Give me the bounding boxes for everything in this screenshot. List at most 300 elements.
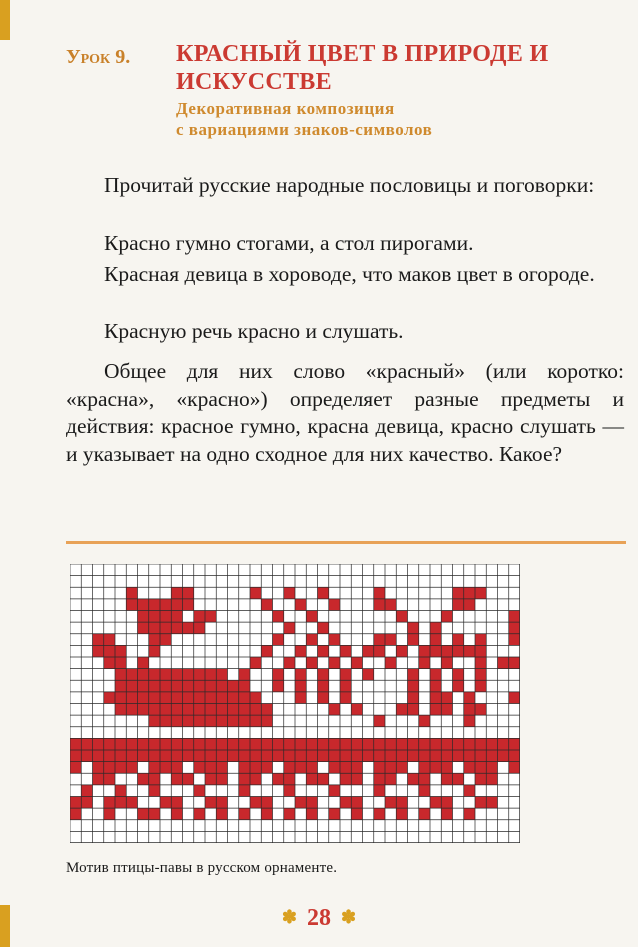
ornament-cell bbox=[408, 704, 419, 716]
ornament-cell bbox=[475, 738, 486, 750]
ornament-cell bbox=[396, 645, 407, 657]
lesson-subtitle bbox=[176, 98, 596, 140]
ornament-figure bbox=[70, 564, 520, 843]
ornament-cell bbox=[486, 750, 497, 762]
ornament-cell bbox=[374, 762, 385, 774]
ornament-cell bbox=[228, 680, 239, 692]
ornament-cell bbox=[160, 704, 171, 716]
ornament-cell bbox=[430, 762, 441, 774]
ornament-cell bbox=[239, 738, 250, 750]
ornament-cell bbox=[115, 669, 126, 681]
ornament-cell bbox=[171, 669, 182, 681]
ornament-cell bbox=[149, 692, 160, 704]
ornament-cell bbox=[329, 808, 340, 820]
ornament-cell bbox=[261, 715, 272, 727]
ornament-cell bbox=[318, 645, 329, 657]
ornament-cell bbox=[183, 587, 194, 599]
ornament-cell bbox=[149, 750, 160, 762]
ornament-cell bbox=[115, 680, 126, 692]
ornament-cell bbox=[138, 622, 149, 634]
ornament-cell bbox=[194, 738, 205, 750]
ornament-cell bbox=[318, 692, 329, 704]
ornament-cell bbox=[183, 738, 194, 750]
ornament-cell bbox=[273, 750, 284, 762]
proverb-2: Красная девица в хороводе, что маков цвет в огороде. bbox=[104, 262, 595, 286]
ornament-cell bbox=[385, 738, 396, 750]
lesson-subtitle-line2: с вариациями знаков-символов bbox=[176, 120, 433, 139]
ornament-caption: Мотив птицы-павы в русском орнаменте. bbox=[66, 860, 338, 876]
ornament-cell bbox=[126, 704, 137, 716]
ornament-cell bbox=[351, 773, 362, 785]
ornament-cell bbox=[261, 750, 272, 762]
ornament-cell bbox=[453, 669, 464, 681]
section-divider bbox=[66, 541, 626, 544]
ornament-cell bbox=[306, 808, 317, 820]
proverb-3: Красную речь красно и слушать. bbox=[104, 319, 404, 343]
ornament-cell bbox=[374, 587, 385, 599]
ornament-cell bbox=[216, 808, 227, 820]
ornament-cell bbox=[171, 587, 182, 599]
lesson-subtitle-line1: Декоративная композиция bbox=[176, 99, 395, 118]
ornament-cell bbox=[453, 634, 464, 646]
ornament-cell bbox=[171, 762, 182, 774]
ornament-cell bbox=[149, 715, 160, 727]
ornament-cell bbox=[149, 738, 160, 750]
ornament-cell bbox=[464, 645, 475, 657]
ornament-cell bbox=[160, 599, 171, 611]
ornament-cell bbox=[408, 680, 419, 692]
ornament-cell bbox=[306, 657, 317, 669]
ornament-cell bbox=[486, 738, 497, 750]
ornament-cell bbox=[363, 669, 374, 681]
ornament-cell bbox=[318, 773, 329, 785]
ornament-cell bbox=[126, 692, 137, 704]
ornament-cell bbox=[250, 797, 261, 809]
ornament-cell bbox=[385, 797, 396, 809]
ornament-cell bbox=[340, 680, 351, 692]
ornament-cell bbox=[138, 657, 149, 669]
ornament-cell bbox=[329, 785, 340, 797]
ornament-cell bbox=[340, 773, 351, 785]
ornament-cell bbox=[171, 773, 182, 785]
ornament-cell bbox=[295, 692, 306, 704]
ornament-cell bbox=[126, 797, 137, 809]
ornament-cell bbox=[160, 762, 171, 774]
ornament-cell bbox=[441, 704, 452, 716]
ornament-cell bbox=[419, 645, 430, 657]
ornament-cell bbox=[250, 657, 261, 669]
ornament-cell bbox=[93, 750, 104, 762]
ornament-cell bbox=[419, 773, 430, 785]
ornament-cell bbox=[104, 645, 115, 657]
ornament-cell bbox=[329, 599, 340, 611]
ornament-cell bbox=[306, 738, 317, 750]
ornament-cell bbox=[138, 611, 149, 623]
ornament-cell bbox=[509, 762, 520, 774]
ornament-cell bbox=[340, 692, 351, 704]
ornament-cell bbox=[183, 715, 194, 727]
ornament-cell bbox=[160, 797, 171, 809]
ornament-cell bbox=[160, 622, 171, 634]
ornament-cell bbox=[183, 669, 194, 681]
ornament-cell bbox=[374, 785, 385, 797]
ornament-cell bbox=[475, 797, 486, 809]
page-footer bbox=[0, 905, 638, 932]
ornament-cell bbox=[126, 587, 137, 599]
ornament-cell bbox=[419, 657, 430, 669]
ornament-cell bbox=[441, 762, 452, 774]
ornament-cell bbox=[194, 785, 205, 797]
ornament-cell bbox=[126, 750, 137, 762]
ornament-cell bbox=[453, 750, 464, 762]
ornament-cell bbox=[453, 587, 464, 599]
ornament-cell bbox=[509, 738, 520, 750]
ornament-cell bbox=[430, 645, 441, 657]
ornament-cell bbox=[205, 738, 216, 750]
ornament-cell bbox=[216, 692, 227, 704]
ornament-cell bbox=[216, 680, 227, 692]
ornament-cell bbox=[160, 715, 171, 727]
ornament-cell bbox=[261, 645, 272, 657]
ornament-cell bbox=[194, 750, 205, 762]
ornament-cell bbox=[239, 715, 250, 727]
ornament-cell bbox=[183, 773, 194, 785]
ornament-cell bbox=[284, 657, 295, 669]
ornament-cell bbox=[408, 692, 419, 704]
ornament-cell bbox=[273, 738, 284, 750]
ornament-cell bbox=[194, 715, 205, 727]
ornament-cell bbox=[430, 738, 441, 750]
ornament-cell bbox=[396, 797, 407, 809]
ornament-cell bbox=[430, 680, 441, 692]
ornament-cell bbox=[408, 669, 419, 681]
ornament-cell bbox=[351, 797, 362, 809]
ornament-cell bbox=[430, 634, 441, 646]
ornament-cell bbox=[486, 762, 497, 774]
ornament-cell bbox=[441, 808, 452, 820]
ornament-cell bbox=[171, 750, 182, 762]
ornament-cell bbox=[115, 657, 126, 669]
ornament-cell bbox=[318, 622, 329, 634]
ornament-cell bbox=[464, 704, 475, 716]
ornament-cell bbox=[138, 738, 149, 750]
ornament-cell bbox=[250, 587, 261, 599]
ornament-cell bbox=[475, 680, 486, 692]
ornament-cell bbox=[228, 715, 239, 727]
ornament-cell bbox=[273, 773, 284, 785]
ornament-cell bbox=[396, 704, 407, 716]
bird-pava-ornament-grid bbox=[70, 564, 520, 843]
ornament-cell bbox=[306, 634, 317, 646]
ornament-cell bbox=[351, 738, 362, 750]
ornament-cell bbox=[149, 773, 160, 785]
ornament-cell bbox=[261, 704, 272, 716]
ornament-cell bbox=[318, 680, 329, 692]
ornament-cell bbox=[250, 704, 261, 716]
ornament-cell bbox=[93, 773, 104, 785]
ornament-cell bbox=[81, 785, 92, 797]
ornament-cell bbox=[194, 680, 205, 692]
ornament-cell bbox=[93, 645, 104, 657]
ornament-cell bbox=[475, 750, 486, 762]
ornament-cell bbox=[194, 611, 205, 623]
ornament-cell bbox=[138, 692, 149, 704]
ornament-cell bbox=[183, 680, 194, 692]
ornament-cell bbox=[408, 622, 419, 634]
ornament-cell bbox=[149, 669, 160, 681]
ornament-cell bbox=[228, 692, 239, 704]
ornament-cell bbox=[70, 808, 81, 820]
ornament-cell bbox=[351, 808, 362, 820]
ornament-cell bbox=[306, 611, 317, 623]
ornament-cell bbox=[183, 692, 194, 704]
ornament-cell bbox=[419, 738, 430, 750]
asterisk-ornament-icon: ✽ bbox=[281, 907, 297, 927]
ornament-cell bbox=[284, 750, 295, 762]
ornament-cell bbox=[498, 738, 509, 750]
ornament-cell bbox=[149, 645, 160, 657]
ornament-cell bbox=[464, 587, 475, 599]
ornament-cell bbox=[115, 762, 126, 774]
ornament-cell bbox=[475, 773, 486, 785]
ornament-cell bbox=[216, 750, 227, 762]
ornament-cell bbox=[396, 611, 407, 623]
ornament-cell bbox=[430, 704, 441, 716]
ornament-cell bbox=[126, 738, 137, 750]
ornament-cell bbox=[93, 634, 104, 646]
ornament-cell bbox=[160, 669, 171, 681]
ornament-cell bbox=[205, 692, 216, 704]
ornament-cell bbox=[228, 750, 239, 762]
lesson-label: Урок 9. bbox=[66, 46, 131, 68]
ornament-cell bbox=[509, 622, 520, 634]
ornament-cell bbox=[239, 669, 250, 681]
ornament-cell bbox=[70, 738, 81, 750]
page-number: 28 bbox=[307, 905, 331, 931]
ornament-cell bbox=[419, 808, 430, 820]
ornament-cell bbox=[306, 797, 317, 809]
ornament-cell bbox=[475, 634, 486, 646]
ornament-cell bbox=[205, 762, 216, 774]
ornament-cell bbox=[295, 750, 306, 762]
intro-paragraph: Прочитай русские народные пословицы и поговорки: bbox=[104, 173, 595, 197]
ornament-cell bbox=[396, 762, 407, 774]
ornament-cell bbox=[351, 762, 362, 774]
ornament-cell bbox=[205, 773, 216, 785]
ornament-cell bbox=[160, 692, 171, 704]
ornament-cell bbox=[250, 762, 261, 774]
ornament-cell bbox=[453, 599, 464, 611]
ornament-cell bbox=[396, 750, 407, 762]
ornament-cell bbox=[441, 692, 452, 704]
ornament-cell bbox=[475, 587, 486, 599]
ornament-cell bbox=[261, 738, 272, 750]
ornament-cell bbox=[509, 692, 520, 704]
ornament-cell bbox=[205, 704, 216, 716]
ornament-cell bbox=[138, 750, 149, 762]
ornament-cell bbox=[385, 750, 396, 762]
ornament-cell bbox=[408, 738, 419, 750]
ornament-cell bbox=[430, 750, 441, 762]
ornament-cell bbox=[104, 773, 115, 785]
ornament-cell bbox=[104, 738, 115, 750]
ornament-cell bbox=[194, 692, 205, 704]
ornament-cell bbox=[374, 738, 385, 750]
ornament-cell bbox=[205, 715, 216, 727]
ornament-cell bbox=[205, 680, 216, 692]
ornament-cell bbox=[464, 599, 475, 611]
ornament-cell bbox=[171, 680, 182, 692]
ornament-cell bbox=[306, 762, 317, 774]
asterisk-ornament-icon: ✽ bbox=[341, 907, 357, 927]
ornament-cell bbox=[441, 797, 452, 809]
ornament-cell bbox=[284, 785, 295, 797]
ornament-cell bbox=[239, 680, 250, 692]
ornament-cell bbox=[453, 680, 464, 692]
ornament-cell bbox=[374, 750, 385, 762]
ornament-cell bbox=[115, 738, 126, 750]
ornament-cell bbox=[171, 738, 182, 750]
ornament-cell bbox=[216, 773, 227, 785]
ornament-cell bbox=[385, 773, 396, 785]
ornament-cell bbox=[70, 762, 81, 774]
ornament-cell bbox=[284, 773, 295, 785]
ornament-cell bbox=[149, 762, 160, 774]
ornament-cell bbox=[138, 669, 149, 681]
ornament-cell bbox=[441, 750, 452, 762]
ornament-cell bbox=[498, 750, 509, 762]
ornament-cell bbox=[475, 669, 486, 681]
ornament-cell bbox=[239, 808, 250, 820]
ornament-cell bbox=[171, 611, 182, 623]
ornament-cell bbox=[396, 808, 407, 820]
ornament-cell bbox=[306, 773, 317, 785]
ornament-cell bbox=[295, 599, 306, 611]
ornament-cell bbox=[273, 634, 284, 646]
ornament-cell bbox=[363, 645, 374, 657]
ornament-cell bbox=[464, 750, 475, 762]
ornament-cell bbox=[351, 750, 362, 762]
ornament-cell bbox=[441, 611, 452, 623]
ornament-cell bbox=[160, 680, 171, 692]
ornament-cell bbox=[284, 808, 295, 820]
ornament-cell bbox=[250, 750, 261, 762]
ornament-cell bbox=[149, 704, 160, 716]
ornament-cell bbox=[183, 599, 194, 611]
ornament-cell bbox=[138, 773, 149, 785]
ornament-cell bbox=[464, 738, 475, 750]
ornament-cell bbox=[441, 645, 452, 657]
ornament-cell bbox=[284, 762, 295, 774]
ornament-cell bbox=[363, 738, 374, 750]
ornament-cell bbox=[183, 750, 194, 762]
ornament-cell bbox=[239, 762, 250, 774]
ornament-cell bbox=[160, 634, 171, 646]
ornament-cell bbox=[171, 622, 182, 634]
explanation-paragraph: Общее для них слово «красный» (или коротко: «красна», «красно») определяет разные предметы и действия: красное гумно, красна девица, красно слушать — и указывает на одно сходное для них качество. Какое? bbox=[66, 359, 624, 466]
ornament-cell bbox=[340, 797, 351, 809]
ornament-cell bbox=[115, 785, 126, 797]
ornament-cell bbox=[374, 773, 385, 785]
ornament-cell bbox=[329, 750, 340, 762]
ornament-cell bbox=[149, 808, 160, 820]
ornament-cell bbox=[295, 797, 306, 809]
ornament-cell bbox=[295, 669, 306, 681]
ornament-cell bbox=[419, 750, 430, 762]
ornament-cell bbox=[374, 715, 385, 727]
ornament-cell bbox=[126, 680, 137, 692]
ornament-cell bbox=[149, 611, 160, 623]
ornament-cell bbox=[408, 634, 419, 646]
ornament-cell bbox=[363, 750, 374, 762]
ornament-cell bbox=[194, 762, 205, 774]
ornament-cell bbox=[340, 750, 351, 762]
ornament-cell bbox=[149, 622, 160, 634]
ornament-cell bbox=[228, 738, 239, 750]
ornament-cell bbox=[70, 750, 81, 762]
ornament-cell bbox=[419, 762, 430, 774]
ornament-cell bbox=[306, 750, 317, 762]
ornament-cell bbox=[408, 750, 419, 762]
ornament-cell bbox=[486, 797, 497, 809]
ornament-cell bbox=[441, 657, 452, 669]
ornament-cell bbox=[250, 692, 261, 704]
ornament-cell bbox=[194, 669, 205, 681]
ornament-cell bbox=[149, 599, 160, 611]
ornament-cell bbox=[318, 738, 329, 750]
ornament-cell bbox=[273, 669, 284, 681]
ornament-cell bbox=[160, 738, 171, 750]
ornament-cell bbox=[430, 669, 441, 681]
ornament-cell bbox=[115, 692, 126, 704]
ornament-cell bbox=[430, 692, 441, 704]
ornament-cell bbox=[104, 634, 115, 646]
ornament-cell bbox=[385, 762, 396, 774]
ornament-cell bbox=[171, 704, 182, 716]
ornament-cell bbox=[138, 808, 149, 820]
ornament-cell bbox=[205, 750, 216, 762]
ornament-cell bbox=[475, 704, 486, 716]
ornament-cell bbox=[216, 762, 227, 774]
ornament-cell bbox=[419, 785, 430, 797]
ornament-cell bbox=[464, 762, 475, 774]
ornament-cell bbox=[475, 645, 486, 657]
ornament-cell bbox=[149, 785, 160, 797]
ornament-cell bbox=[329, 657, 340, 669]
ornament-cell bbox=[340, 738, 351, 750]
ornament-cell bbox=[194, 704, 205, 716]
ornament-cell bbox=[295, 645, 306, 657]
ornament-cell bbox=[318, 587, 329, 599]
ornament-cell bbox=[104, 657, 115, 669]
lesson-title: КРАСНЫЙ ЦВЕТ В ПРИРОДЕ И ИСКУССТВЕ bbox=[176, 41, 549, 95]
ornament-cell bbox=[509, 750, 520, 762]
ornament-cell bbox=[486, 773, 497, 785]
ornament-cell bbox=[126, 762, 137, 774]
ornament-cell bbox=[430, 622, 441, 634]
ornament-cell bbox=[318, 669, 329, 681]
ornament-cell bbox=[374, 808, 385, 820]
ornament-cell bbox=[93, 762, 104, 774]
ornament-cell bbox=[205, 611, 216, 623]
ornament-cell bbox=[81, 750, 92, 762]
ornament-cell bbox=[104, 797, 115, 809]
ornament-cell bbox=[126, 599, 137, 611]
ornament-cell bbox=[329, 704, 340, 716]
ornament-cell bbox=[216, 797, 227, 809]
ornament-cell bbox=[509, 634, 520, 646]
ornament-cell bbox=[115, 750, 126, 762]
